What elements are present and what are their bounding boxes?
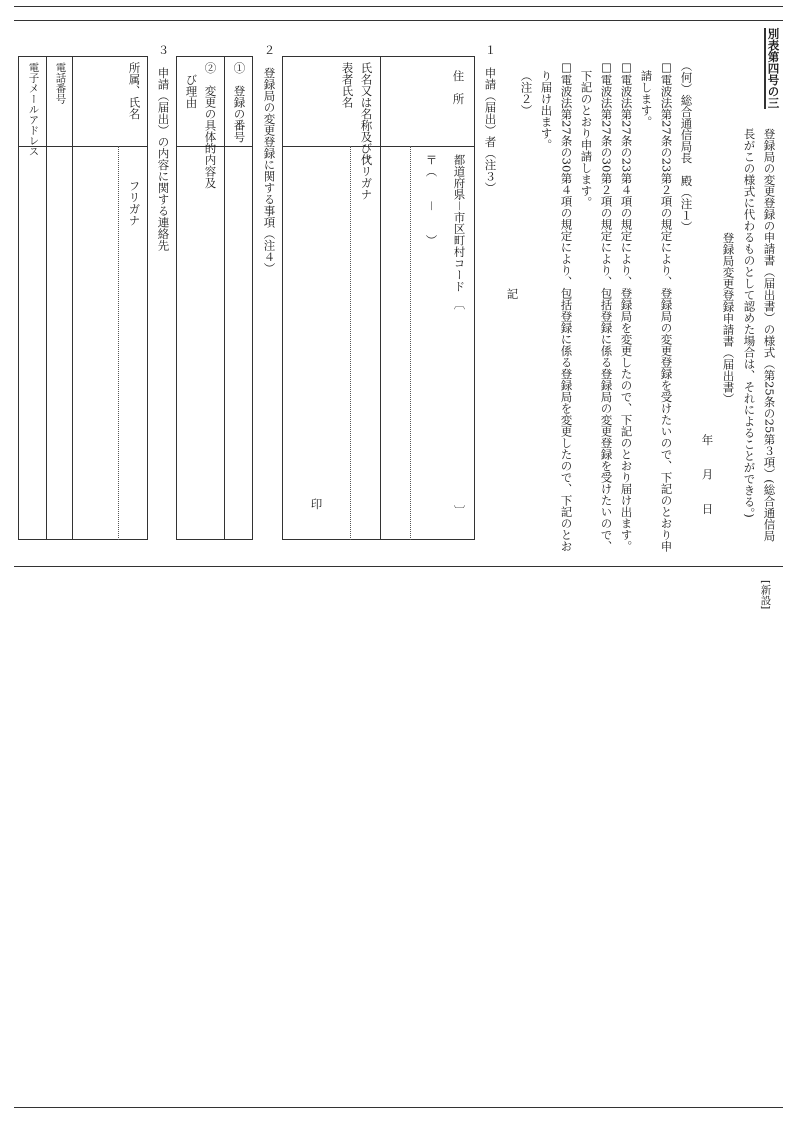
option-bulk-change-notification-cont: り届け出ます。 bbox=[539, 70, 554, 151]
name-dotted-line bbox=[350, 146, 351, 540]
top-rule-inner bbox=[14, 20, 783, 21]
section3-heading: ３ 申請（届出）の内容に関する連絡先 bbox=[156, 44, 171, 251]
postal-code-field[interactable]: 〒（ － ） bbox=[424, 154, 439, 246]
option-bulk-change-registration[interactable]: □電波法第27条の30第２項の規定により、包括登録に係る登録局の変更登録を受けたいので、 bbox=[599, 60, 614, 552]
ki-mark: 記 bbox=[505, 288, 520, 300]
section1-label-divider bbox=[282, 146, 475, 147]
change-details-label-line1: ② 変更の具体的内容及 bbox=[203, 62, 218, 189]
option-note: （注２） bbox=[519, 70, 534, 116]
form-caption-line2: 長がこの様式に代わるものとして認めた場合は、それによることができる。) bbox=[742, 128, 757, 518]
option-change-registration-cont: 請します。 bbox=[639, 70, 654, 128]
section3-row2-divider bbox=[46, 56, 47, 540]
appendix-title: 別表第四号の三 bbox=[764, 28, 779, 109]
section2-row-divider bbox=[224, 56, 225, 540]
address-dotted-line bbox=[410, 146, 411, 540]
registration-number-label: ① 登録の番号 bbox=[232, 62, 247, 143]
change-details-label-line2: び理由 bbox=[184, 74, 199, 109]
section3-row1-divider bbox=[72, 56, 73, 540]
middle-rule bbox=[14, 566, 783, 567]
form-title: 登録局変更登録申請書（届出書） bbox=[721, 232, 736, 405]
name-label-line1: 氏名又は名称及び代 bbox=[359, 62, 374, 166]
option-change-notification[interactable]: □電波法第27条の23第４項の規定により、登録局を変更したので、下記のとおり届け出ます。 bbox=[619, 60, 634, 552]
pref-code-field[interactable]: 都道府県－市区町村コード 〔 〕 bbox=[452, 154, 467, 517]
option-bulk-change-notification[interactable]: □電波法第27条の30第４項の規定により、包括登録に係る登録局を変更したので、下記のとお bbox=[559, 60, 574, 552]
section2-heading: ２ 登録局の変更登録に関する事項（注４） bbox=[262, 44, 277, 274]
name-label-line2: 表者氏名 bbox=[340, 62, 355, 108]
affiliation-furigana[interactable]: フリガナ bbox=[127, 180, 142, 226]
section1-table bbox=[282, 56, 475, 540]
section3-furigana-dotted-line bbox=[118, 146, 119, 540]
addressee: （何）総合通信局長 殿（注１） bbox=[679, 60, 694, 233]
date-field[interactable]: 年 月 日 bbox=[700, 434, 715, 515]
email-label: 電子メールアドレス bbox=[27, 62, 40, 157]
option-bulk-change-registration-cont: 下記のとおり申請します。 bbox=[579, 70, 594, 208]
address-label: 住 所 bbox=[451, 70, 466, 105]
bottom-rule bbox=[14, 1107, 783, 1108]
top-rule bbox=[14, 6, 783, 7]
option-change-registration[interactable]: □電波法第27条の23第２項の規定により、登録局の変更登録を受けたいので、下記のとおり申 bbox=[659, 60, 674, 552]
section1-row-divider bbox=[380, 56, 381, 540]
name-furigana[interactable]: フリガナ bbox=[359, 154, 374, 200]
affiliation-label: 所属、氏名 bbox=[127, 62, 142, 120]
seal-mark: 印 bbox=[309, 498, 324, 510]
new-mark: [新設] bbox=[759, 580, 772, 610]
section1-heading: １ 申請（届出）者（注３） bbox=[483, 44, 498, 194]
phone-label: 電話番号 bbox=[54, 62, 67, 104]
form-caption-line1: 登録局の変更登録の申請書（届出書）の様式（第25条の25第３項）(総合通信局 bbox=[762, 128, 777, 542]
